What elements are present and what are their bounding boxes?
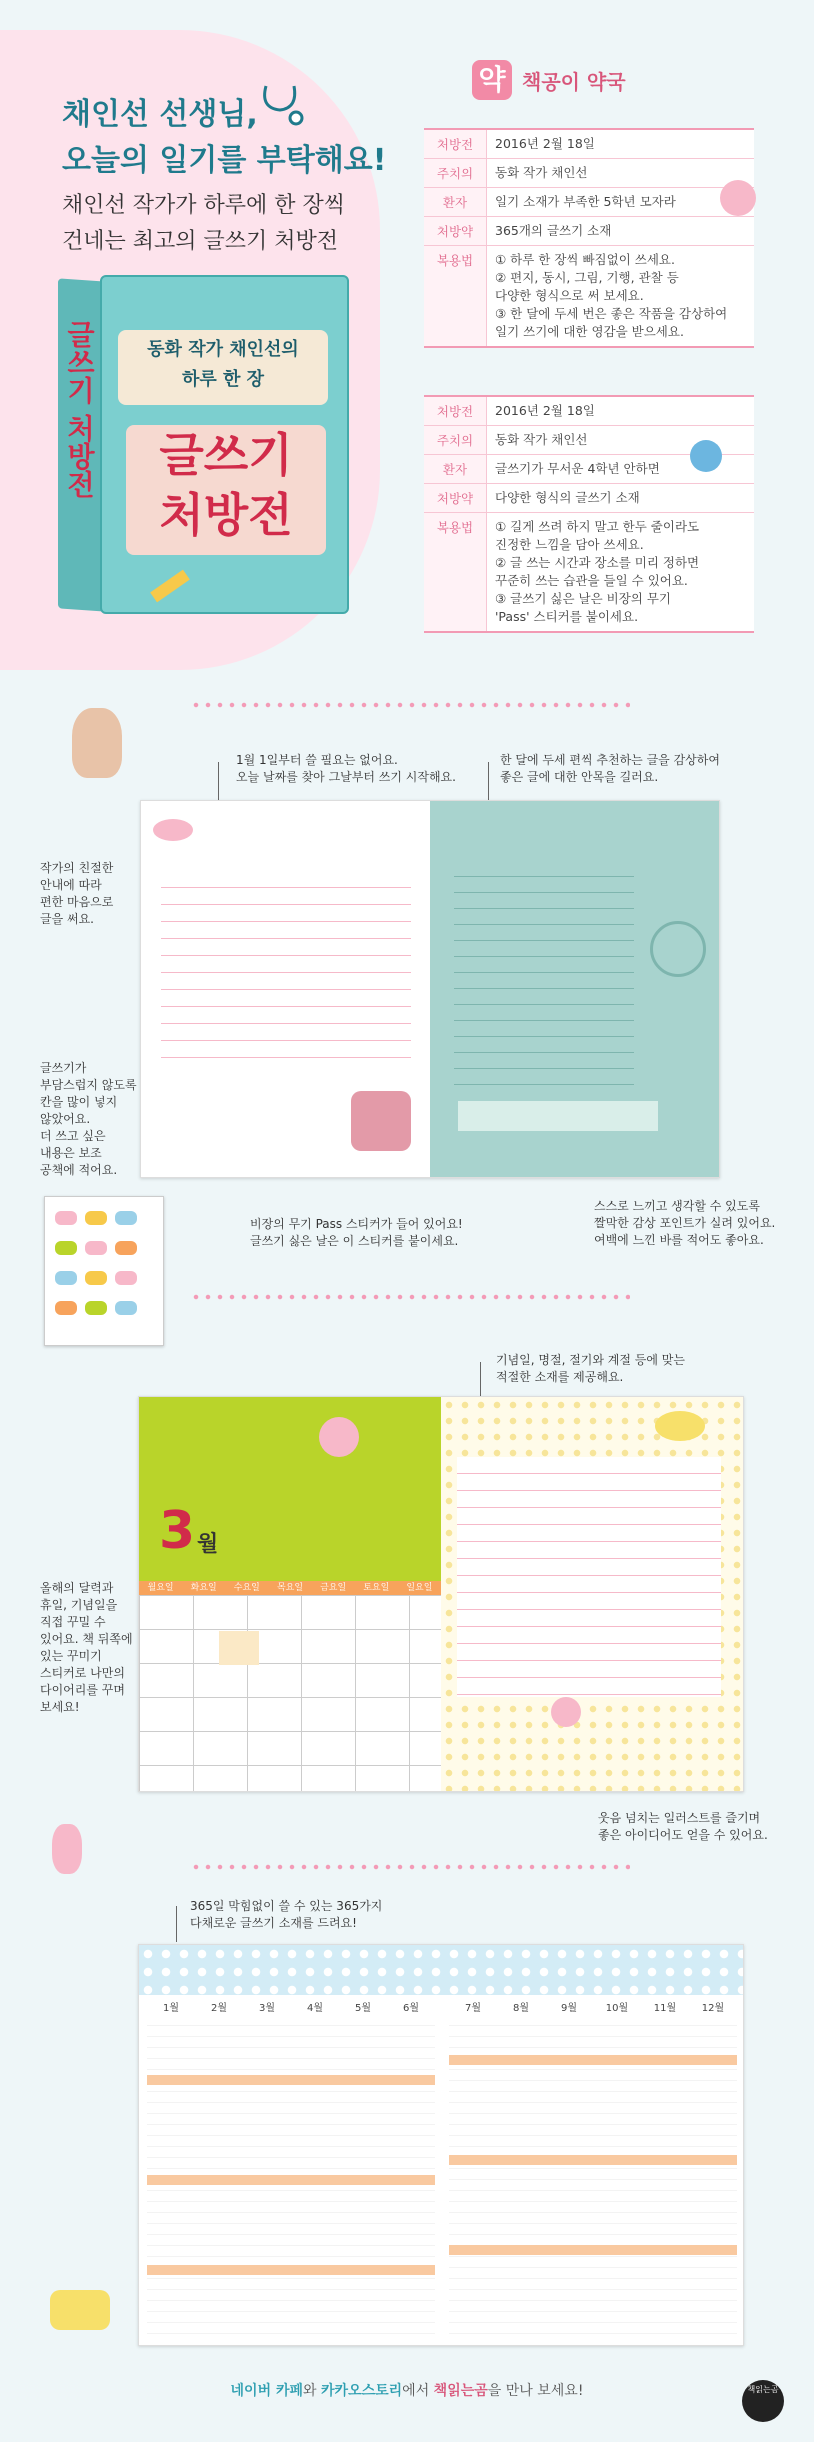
dotted-divider bbox=[190, 1864, 630, 1870]
subtitle-line-2: 건네는 최고의 글쓰기 처방전 bbox=[62, 229, 339, 254]
rx2-row bbox=[424, 513, 754, 631]
reading-child-illustration bbox=[50, 2290, 110, 2330]
month-label: 10월 bbox=[605, 2003, 629, 2014]
rx1-row bbox=[424, 130, 754, 159]
topics-table-right bbox=[449, 2015, 737, 2337]
month-label: 9월 bbox=[560, 2003, 578, 2014]
book-main-line-1: 글쓰기 bbox=[159, 428, 293, 482]
seasonal-badge bbox=[655, 1411, 705, 1441]
month-label: 6월 bbox=[402, 2003, 420, 2014]
heart-date-badge bbox=[153, 819, 193, 841]
dotted-divider bbox=[190, 1294, 630, 1300]
callout-reflection: 스스로 느끼고 생각할 수 있도록 짤막한 감상 포인트가 실려 있어요. 여백에 느낀 바를 적어도 좋아요. bbox=[594, 1199, 776, 1247]
book-banner-line-1: 동화 작가 채인선의 bbox=[147, 339, 299, 360]
weekday-label: 토요일 bbox=[363, 1583, 390, 1593]
weekday-label: 금요일 bbox=[320, 1583, 347, 1593]
calendar-right-page bbox=[441, 1397, 743, 1791]
callout-illustration: 웃음 넘치는 일러스트를 즐기며 좋은 아이디어도 얻을 수 있어요. bbox=[598, 1811, 768, 1842]
month-label: 12월 bbox=[701, 2003, 725, 2014]
rx2-value: 글쓰기가 무서운 4학년 안하면 bbox=[495, 461, 660, 476]
callout-365-topics: 365일 막힘없이 쓸 수 있는 365가지 다채로운 글쓰기 소재를 드려요! bbox=[190, 1899, 383, 1930]
book-spread-diary bbox=[140, 800, 720, 1178]
boy-illustration bbox=[690, 440, 722, 472]
weekday-label: 목요일 bbox=[276, 1583, 304, 1593]
sticker bbox=[85, 1271, 107, 1285]
prescription-card-1 bbox=[424, 128, 754, 348]
dotted-divider bbox=[190, 702, 630, 708]
callout-pass-sticker: 비장의 무기 Pass 스티커가 들어 있어요! 글쓰기 싫은 날은 이 스티커를 붙이세요. bbox=[250, 1217, 463, 1248]
table-highlight-row bbox=[449, 2055, 737, 2065]
title-line-2: 오늘의 일기를 부탁해요! bbox=[62, 143, 387, 178]
callout-seasonal: 기념일, 명절, 절기와 계절 등에 맞는 적절한 소재를 제공해요. bbox=[496, 1353, 685, 1384]
rx2-key: 처방전 bbox=[424, 397, 487, 425]
rx2-value: 다양한 형식의 글쓰기 소재 bbox=[495, 490, 640, 505]
calendar-weekday-header bbox=[139, 1581, 441, 1595]
footer-connector: 에서 bbox=[402, 2383, 434, 2399]
rx2-value: 2016년 2월 18일 bbox=[495, 403, 595, 418]
footer-text bbox=[0, 2380, 814, 2400]
rx1-value: 365개의 글쓰기 소재 bbox=[495, 223, 612, 238]
girl-illustration bbox=[52, 1824, 82, 1874]
rx1-row bbox=[424, 217, 754, 246]
callout-line bbox=[218, 762, 219, 802]
pass-sticker-sheet bbox=[44, 1196, 164, 1346]
publisher-logo: 책읽는곰 bbox=[742, 2380, 784, 2422]
subtitle-line-1: 채인선 작가가 하루에 한 장씩 bbox=[62, 193, 345, 218]
callout-space: 글쓰기가 부담스럽지 않도록 칸을 많이 넣지 않았어요. 더 쓰고 싶은 내용은 보조 공책에 적어요. bbox=[40, 1061, 137, 1177]
rx2-key: 주치의 bbox=[424, 426, 487, 454]
pencil-icon bbox=[140, 560, 200, 620]
kakaostory-label: 카카오스토리 bbox=[321, 2383, 403, 2399]
book-main-line-2: 처방전 bbox=[159, 488, 293, 542]
sticker bbox=[85, 1301, 107, 1315]
diary-left-page bbox=[141, 801, 430, 1177]
sticker bbox=[115, 1301, 137, 1315]
weekday-label: 화요일 bbox=[190, 1583, 217, 1593]
rx1-row bbox=[424, 188, 754, 217]
book-spine-title: 글쓰기 처방전 bbox=[63, 320, 96, 498]
prescription-card-2 bbox=[424, 395, 754, 633]
months-right-header bbox=[449, 1999, 737, 2014]
callout-guide: 작가의 친절한 안내에 따라 편한 마음으로 글을 써요. bbox=[40, 861, 114, 926]
swirl-decoration bbox=[650, 921, 706, 977]
pharmacy-title: 책공이 약국 bbox=[522, 70, 626, 94]
rx1-value: 2016년 2월 18일 bbox=[495, 136, 595, 151]
month-label: 4월 bbox=[306, 2003, 324, 2014]
calendar-grid bbox=[139, 1595, 441, 1791]
diary-right-page bbox=[430, 801, 719, 1177]
rx1-key: 주치의 bbox=[424, 159, 487, 187]
subtitle bbox=[62, 188, 345, 260]
rx1-key: 환자 bbox=[424, 188, 487, 216]
book-main-title bbox=[126, 425, 326, 555]
sticker bbox=[115, 1271, 137, 1285]
callout-recommended-reading: 한 달에 두세 편씩 추천하는 글을 감상하여 좋은 글에 대한 안목을 길러요. bbox=[500, 753, 720, 784]
callout-calendar: 올해의 달력과 휴일, 기념일을 직접 꾸밀 수 있어요. 책 뒤쪽에 있는 꾸미기 스티커로 나만의 다이어리를 꾸며 보세요! bbox=[40, 1581, 133, 1714]
rx2-key: 환자 bbox=[424, 455, 487, 483]
sticker bbox=[115, 1211, 137, 1225]
reading-point-box bbox=[458, 1101, 658, 1131]
reading-text-block bbox=[454, 861, 634, 1091]
table-highlight-row bbox=[449, 2245, 737, 2255]
rx1-key: 복용법 bbox=[424, 246, 487, 346]
rx2-value: 동화 작가 채인선 bbox=[495, 432, 588, 447]
footer-closing: 을 만나 보세요! bbox=[487, 2383, 584, 2399]
topics-table-left bbox=[147, 2015, 435, 2337]
main-title bbox=[62, 92, 386, 184]
month-label: 7월 bbox=[464, 2003, 482, 2014]
sticker bbox=[85, 1241, 107, 1255]
rx1-value: 동화 작가 채인선 bbox=[495, 165, 588, 180]
sticker bbox=[55, 1301, 77, 1315]
rx2-key: 복용법 bbox=[424, 513, 487, 631]
callout-line bbox=[488, 762, 489, 802]
month-label: 3월 bbox=[258, 2003, 276, 2014]
callout-line bbox=[176, 1906, 177, 1942]
book-banner bbox=[118, 330, 328, 405]
table-highlight-row bbox=[449, 2155, 737, 2165]
month-label: 5월 bbox=[354, 2003, 372, 2014]
title-line-1: 채인선 선생님, bbox=[62, 97, 258, 132]
rx2-row bbox=[424, 484, 754, 513]
calendar-month-number: 3 bbox=[159, 1501, 196, 1561]
table-highlight-row bbox=[147, 2075, 435, 2085]
rx1-row bbox=[424, 159, 754, 188]
sticker bbox=[55, 1271, 77, 1285]
table-highlight-row bbox=[147, 2175, 435, 2185]
month-label: 11월 bbox=[653, 2003, 677, 2014]
girl-illustration bbox=[551, 1697, 581, 1727]
pharmacy-cross-icon: 약 bbox=[472, 60, 512, 100]
book-spread-calendar bbox=[138, 1396, 744, 1792]
month-label: 1월 bbox=[162, 2003, 180, 2014]
callout-line bbox=[480, 1362, 481, 1398]
naver-cafe-label: 네이버 카페 bbox=[230, 2383, 304, 2399]
girl-illustration bbox=[319, 1417, 359, 1457]
rx2-value: ① 길게 쓰려 하지 말고 한두 줄이라도 진정한 느낌을 담아 쓰세요. ② 글 쓰는 시간과 장소를 미리 정하면 꾸준히 쓰는 습관을 들일 수 있어요. ③ 글쓰기 싫은 날은 비장의 무기 'Pass' 스티커를 붙이세요. bbox=[495, 519, 700, 624]
calendar-header-illustration bbox=[139, 1397, 441, 1581]
book-spread-365-table bbox=[138, 1944, 744, 2346]
sticker bbox=[115, 1241, 137, 1255]
calendar-month-suffix: 월 bbox=[197, 1532, 219, 1557]
footer-connector: 와 bbox=[303, 2383, 322, 2399]
rx1-value: ① 하루 한 장씩 빠짐없이 쓰세요. ② 편지, 동시, 그림, 기행, 관찰 등 다양한 형식으로 써 보세요. ③ 한 달에 두세 번은 좋은 작품을 감상하여 일기 쓰기에 대한 영감을 받으세요. bbox=[495, 252, 728, 339]
month-label: 2월 bbox=[210, 2003, 228, 2014]
callout-start-date: 1월 1일부터 쓸 필요는 없어요. 오늘 날짜를 찾아 그날부터 쓰기 시작해요. bbox=[236, 753, 456, 784]
stethoscope-icon bbox=[258, 80, 308, 130]
sticker bbox=[55, 1241, 77, 1255]
sticker bbox=[55, 1211, 77, 1225]
month-label: 8월 bbox=[512, 2003, 530, 2014]
cat-illustration bbox=[72, 708, 122, 778]
publisher-name: 책읽는곰 bbox=[433, 2383, 488, 2399]
weekday-label: 수요일 bbox=[233, 1583, 260, 1593]
rx1-value: 일기 소재가 부족한 5학년 모자라 bbox=[495, 194, 676, 209]
table-header-band bbox=[139, 1945, 743, 1995]
rx2-key: 처방약 bbox=[424, 484, 487, 512]
book-banner-line-2: 하루 한 장 bbox=[181, 369, 265, 390]
weekday-label: 일요일 bbox=[406, 1583, 433, 1593]
rx1-key: 처방약 bbox=[424, 217, 487, 245]
rx1-row bbox=[424, 246, 754, 346]
house-illustration bbox=[351, 1091, 411, 1151]
calendar-highlight-cell bbox=[219, 1631, 259, 1665]
rx2-row bbox=[424, 397, 754, 426]
sticker bbox=[85, 1211, 107, 1225]
weekday-label: 월요일 bbox=[147, 1583, 174, 1593]
writing-lines bbox=[457, 1457, 721, 1697]
months-left-header bbox=[147, 1999, 435, 2014]
table-highlight-row bbox=[147, 2265, 435, 2275]
girl-illustration bbox=[720, 180, 756, 216]
writing-lines bbox=[161, 871, 411, 1071]
rx1-key: 처방전 bbox=[424, 130, 487, 158]
